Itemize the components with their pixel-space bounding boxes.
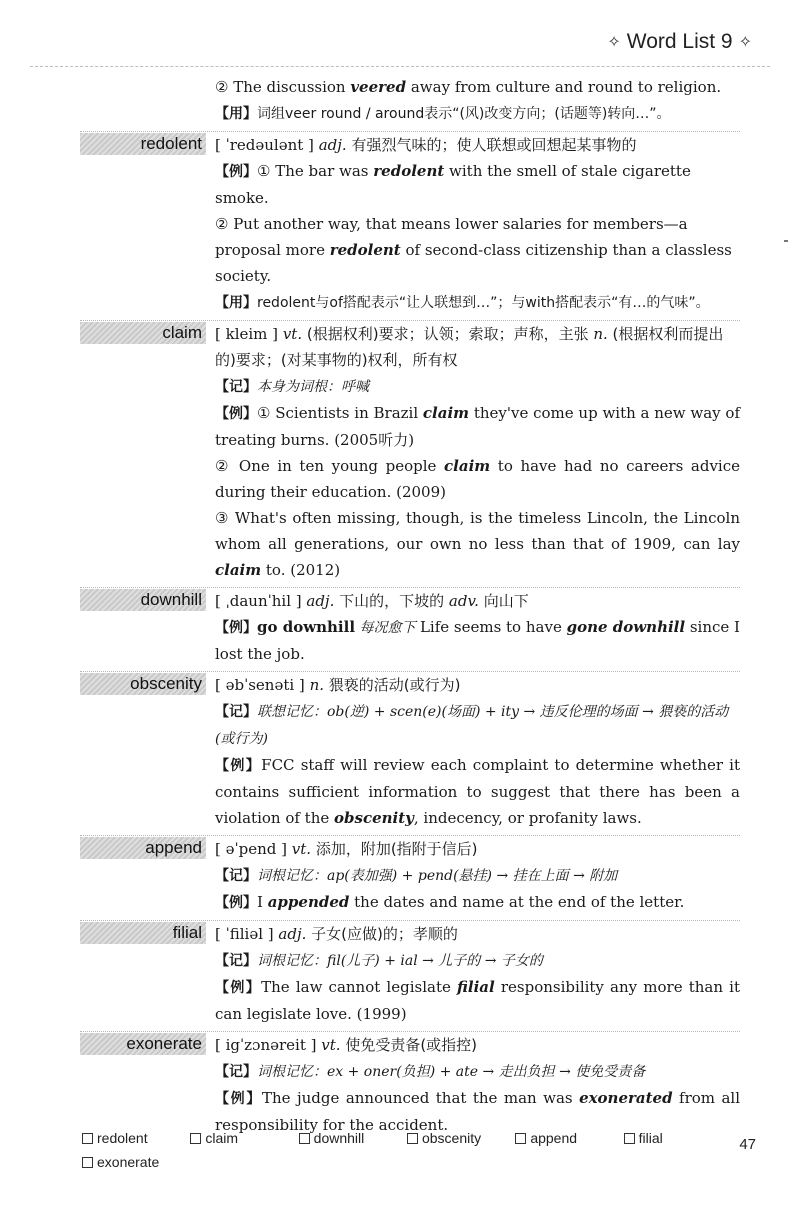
headword: redolent (80, 133, 206, 155)
entry-definition: [ əˈpend ] vt. 添加，附加(指附于信后) (215, 840, 478, 858)
diamond-left-icon: ✧ (607, 34, 621, 51)
page-number: 47 (739, 1136, 756, 1153)
example-1: 【例】① The bar was redolent with the smell of stale cigarette smoke. (215, 162, 691, 207)
checkbox-icon (82, 1133, 93, 1144)
checklist-item[interactable]: claim (190, 1126, 298, 1150)
example-1: 【例】FCC staff will review each complaint to determine whether it contains sufficient information to suggest that there has been a violation of the obscenity, indecency, or profanity laws. (215, 756, 741, 827)
entry-downhill (0, 587, 800, 667)
checklist-item[interactable]: append (515, 1126, 623, 1150)
page-body (0, 74, 800, 1138)
entry-filial (0, 920, 800, 1027)
entry-obscenity (0, 671, 800, 831)
entry-exonerate (0, 1031, 800, 1138)
memory-note: 【记】词根记忆：fil(儿子) + ial → 儿子的 → 子女的 (215, 953, 543, 969)
memory-note: 【记】词根记忆：ex + oner(负担) + ate → 走出负担 → 使免受责备 (215, 1064, 646, 1080)
checklist-item[interactable]: downhill (299, 1126, 407, 1150)
example-1: 【例】The law cannot legislate filial responsibility any more than it can legislate love. (1999) (215, 978, 740, 1023)
word-list-title: Word List 9 (626, 30, 733, 53)
example-1: 【例】I appended the dates and name at the end of the letter. (215, 893, 685, 911)
checklist-item[interactable]: filial (624, 1126, 732, 1150)
entry-append (0, 835, 800, 916)
review-checklist (82, 1126, 732, 1174)
entry-claim (0, 320, 800, 583)
example-1: 【例】① Scientists in Brazil claim they've come up with a new way of treating burns. (2005听力) (215, 404, 741, 449)
diamond-right-icon: ✧ (738, 34, 752, 51)
example-2: ② One in ten young people claim to have had no careers advice during their education. (2009) (215, 457, 740, 501)
example-3: ③ What's often missing, though, is the timeless Lincoln, the Lincoln whom all generations, our own no less than that of 1909, can lay claim to. (2012) (215, 509, 740, 579)
checklist-item[interactable]: obscenity (407, 1126, 515, 1150)
headword: append (80, 837, 206, 859)
veer-usage: 【用】词组veer round / around表示“(风)改变方向；(话题等)转向…”。 (215, 106, 671, 122)
entry-definition: [ əbˈsenəti ] n. 猥亵的活动(或行为) (215, 676, 461, 694)
headword: downhill (80, 589, 206, 611)
checklist-item[interactable]: exonerate (82, 1150, 191, 1174)
example-1: 【例】go downhill 每况愈下 Life seems to have gone downhill since I lost the job. (215, 618, 740, 663)
entry-definition: [ ˌdaunˈhil ] adj. 下山的，下坡的 adv. 向山下 (215, 592, 529, 610)
checkbox-icon (624, 1133, 635, 1144)
entry-definition: [ ˈredəulənt ] adj. 有强烈气味的；使人联想或回想起某事物的 (215, 136, 637, 154)
entry-definition: [ igˈzɔnəreit ] vt. 使免受责备(或指控) (215, 1036, 478, 1054)
header-rule (30, 66, 770, 67)
memory-note: 【记】词根记忆：ap(表加强) + pend(悬挂) → 挂在上面 → 附加 (215, 868, 618, 884)
usage-note: 【用】redolent与of搭配表示“让人联想到…”；与with搭配表示“有…的气味”。 (215, 295, 710, 311)
veer-example: ② The discussion veered away from culture and round to religion. (215, 78, 722, 96)
memory-note: 【记】本身为词根：呼喊 (215, 379, 369, 395)
checkbox-icon (82, 1157, 93, 1168)
checkbox-icon (407, 1133, 418, 1144)
example-2: ② Put another way, that means lower salaries for members—a proposal more redolent of second-class citizenship than a classless society. (215, 215, 732, 285)
checkbox-icon (190, 1133, 201, 1144)
checkbox-icon (299, 1133, 310, 1144)
example-1: 【例】The judge announced that the man was exonerated from all responsibility for the accident. (215, 1089, 740, 1134)
headword: exonerate (80, 1033, 206, 1055)
headword: claim (80, 322, 206, 344)
checklist-item[interactable]: redolent (82, 1126, 190, 1150)
memory-note: 【记】联想记忆：ob(逆) + scen(e)(场面) + ity → 违反伦理的场面 → 猥亵的活动(或行为) (215, 704, 729, 747)
entry-redolent (0, 131, 800, 316)
entry-definition: [ kleim ] vt. (根据权利)要求；认领；索取；声称，主张 n. (根据权利而提出的)要求；(对某事物的)权利，所有权 (215, 325, 724, 369)
page-header (607, 30, 752, 54)
entry-definition: [ ˈfiliəl ] adj. 子女(应做)的；孝顺的 (215, 925, 458, 943)
headword: obscenity (80, 673, 206, 695)
headword: filial (80, 922, 206, 944)
checkbox-icon (515, 1133, 526, 1144)
continuation-block (215, 74, 740, 127)
